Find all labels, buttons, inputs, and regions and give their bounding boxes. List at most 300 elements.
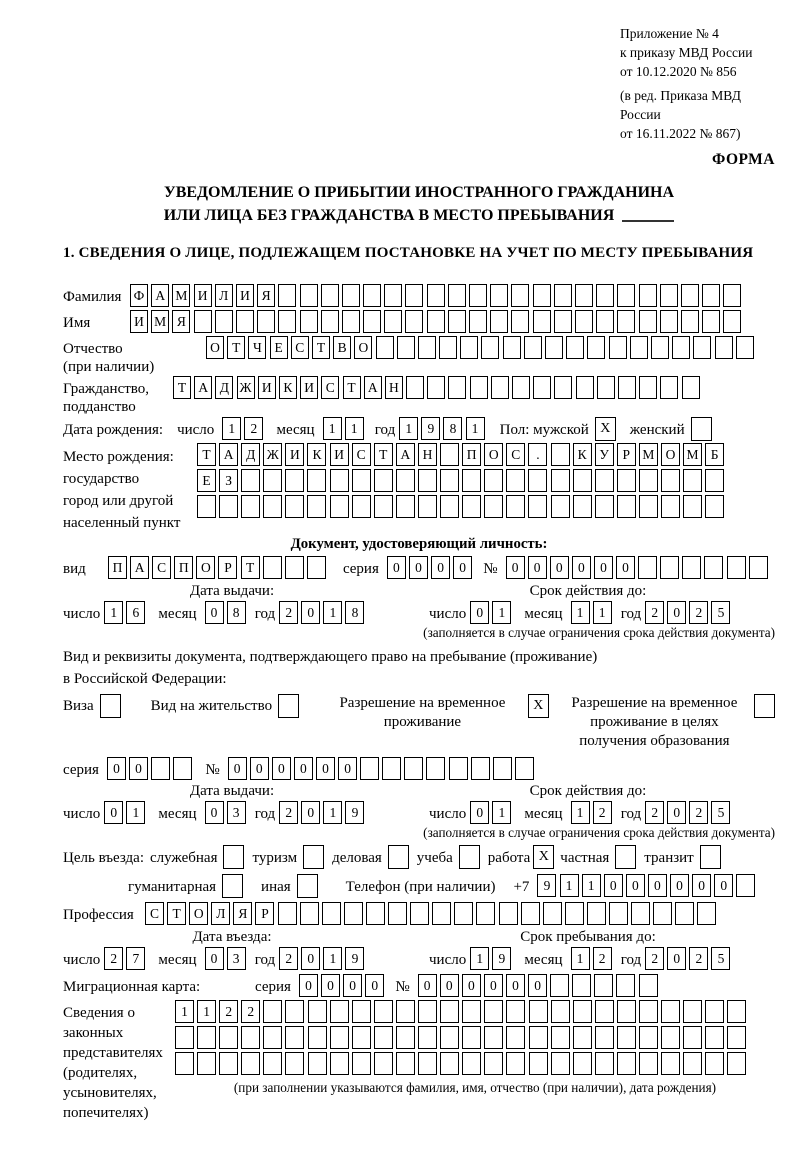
char-box[interactable]: Р: [218, 556, 237, 579]
char-box[interactable]: [352, 469, 371, 492]
char-box[interactable]: [440, 1000, 459, 1023]
char-box[interactable]: [396, 469, 415, 492]
char-box[interactable]: [705, 1026, 724, 1049]
char-box[interactable]: [330, 469, 349, 492]
char-box[interactable]: 0: [301, 801, 320, 824]
char-box[interactable]: [490, 284, 508, 307]
char-box[interactable]: 0: [626, 874, 645, 897]
char-box[interactable]: 0: [470, 601, 489, 624]
char-box[interactable]: 0: [667, 601, 686, 624]
char-box[interactable]: [241, 1026, 260, 1049]
char-box[interactable]: [705, 1052, 724, 1075]
char-box[interactable]: [572, 974, 591, 997]
char-box[interactable]: 1: [399, 417, 418, 440]
char-box[interactable]: [449, 757, 468, 780]
char-box[interactable]: [484, 1052, 503, 1075]
char-box[interactable]: 0: [453, 556, 472, 579]
purpose-humanitarian-checkbox[interactable]: [222, 874, 243, 898]
char-box[interactable]: [197, 1026, 216, 1049]
char-box[interactable]: В: [333, 336, 351, 359]
char-box[interactable]: [566, 336, 584, 359]
char-box[interactable]: [639, 1026, 658, 1049]
char-box[interactable]: [554, 310, 572, 333]
char-box[interactable]: [683, 1026, 702, 1049]
char-box[interactable]: [499, 902, 518, 925]
char-box[interactable]: 1: [345, 417, 364, 440]
char-box[interactable]: Я: [172, 310, 190, 333]
char-box[interactable]: [426, 757, 445, 780]
char-box[interactable]: 6: [126, 601, 145, 624]
char-box[interactable]: [660, 556, 679, 579]
char-box[interactable]: [470, 376, 488, 399]
char-box[interactable]: [448, 310, 466, 333]
char-box[interactable]: [219, 1026, 238, 1049]
char-box[interactable]: [396, 1026, 415, 1049]
char-box[interactable]: [462, 1052, 481, 1075]
char-box[interactable]: [521, 902, 540, 925]
purpose-transit-checkbox[interactable]: [700, 845, 721, 869]
char-box[interactable]: [484, 1000, 503, 1023]
char-box[interactable]: [617, 1000, 636, 1023]
char-box[interactable]: 2: [689, 801, 708, 824]
char-box[interactable]: [639, 376, 657, 399]
char-box[interactable]: [440, 1026, 459, 1049]
char-box[interactable]: [344, 902, 363, 925]
char-box[interactable]: [462, 469, 481, 492]
char-box[interactable]: [448, 284, 466, 307]
residence-permit-checkbox[interactable]: [278, 694, 299, 718]
char-box[interactable]: [573, 1026, 592, 1049]
temp-residence-checkbox[interactable]: X: [528, 694, 549, 718]
char-box[interactable]: 8: [443, 417, 462, 440]
char-box[interactable]: [374, 1000, 393, 1023]
char-box[interactable]: [460, 336, 478, 359]
char-box[interactable]: [493, 757, 512, 780]
char-box[interactable]: [617, 1026, 636, 1049]
char-box[interactable]: О: [206, 336, 224, 359]
char-box[interactable]: [573, 1052, 592, 1075]
char-box[interactable]: [705, 469, 724, 492]
char-box[interactable]: М: [151, 310, 169, 333]
char-box[interactable]: [595, 495, 614, 518]
char-box[interactable]: [241, 1052, 260, 1075]
char-box[interactable]: [454, 902, 473, 925]
char-box[interactable]: [639, 284, 657, 307]
char-box[interactable]: 0: [409, 556, 428, 579]
char-box[interactable]: [595, 1000, 614, 1023]
char-box[interactable]: [219, 495, 238, 518]
char-box[interactable]: К: [307, 443, 326, 466]
char-box[interactable]: 1: [560, 874, 579, 897]
char-box[interactable]: 1: [571, 801, 590, 824]
char-box[interactable]: [617, 495, 636, 518]
char-box[interactable]: 9: [345, 801, 364, 824]
char-box[interactable]: 0: [301, 947, 320, 970]
char-box[interactable]: [215, 310, 233, 333]
char-box[interactable]: [241, 469, 260, 492]
char-box[interactable]: Р: [255, 902, 274, 925]
char-box[interactable]: 0: [714, 874, 733, 897]
char-box[interactable]: 2: [241, 1000, 260, 1023]
char-box[interactable]: [596, 310, 614, 333]
char-box[interactable]: [639, 310, 657, 333]
char-box[interactable]: [506, 1026, 525, 1049]
char-box[interactable]: [551, 1000, 570, 1023]
char-box[interactable]: М: [639, 443, 658, 466]
char-box[interactable]: 0: [343, 974, 362, 997]
char-box[interactable]: Т: [312, 336, 330, 359]
char-box[interactable]: 9: [492, 947, 511, 970]
char-box[interactable]: [683, 1000, 702, 1023]
char-box[interactable]: [660, 310, 678, 333]
purpose-official-checkbox[interactable]: [223, 845, 244, 869]
char-box[interactable]: С: [291, 336, 309, 359]
char-box[interactable]: О: [189, 902, 208, 925]
char-box[interactable]: [197, 495, 216, 518]
char-box[interactable]: 1: [126, 801, 145, 824]
char-box[interactable]: 0: [418, 974, 437, 997]
char-box[interactable]: [469, 284, 487, 307]
char-box[interactable]: [406, 376, 424, 399]
char-box[interactable]: Т: [374, 443, 393, 466]
char-box[interactable]: М: [172, 284, 190, 307]
char-box[interactable]: [727, 1026, 746, 1049]
char-box[interactable]: [440, 1052, 459, 1075]
char-box[interactable]: [427, 310, 445, 333]
char-box[interactable]: [697, 902, 716, 925]
visa-checkbox[interactable]: [100, 694, 121, 718]
char-box[interactable]: [352, 1052, 371, 1075]
char-box[interactable]: Т: [241, 556, 260, 579]
char-box[interactable]: [506, 1000, 525, 1023]
char-box[interactable]: [705, 1000, 724, 1023]
char-box[interactable]: 1: [492, 601, 511, 624]
char-box[interactable]: 0: [294, 757, 313, 780]
char-box[interactable]: [587, 902, 606, 925]
char-box[interactable]: С: [145, 902, 164, 925]
char-box[interactable]: [330, 495, 349, 518]
char-box[interactable]: [683, 495, 702, 518]
char-box[interactable]: И: [300, 376, 318, 399]
char-box[interactable]: А: [194, 376, 212, 399]
char-box[interactable]: [617, 284, 635, 307]
char-box[interactable]: [418, 469, 437, 492]
char-box[interactable]: [484, 1026, 503, 1049]
char-box[interactable]: И: [236, 284, 254, 307]
char-box[interactable]: [352, 1000, 371, 1023]
char-box[interactable]: А: [364, 376, 382, 399]
char-box[interactable]: [300, 284, 318, 307]
char-box[interactable]: [595, 1026, 614, 1049]
char-box[interactable]: [551, 469, 570, 492]
char-box[interactable]: [374, 1052, 393, 1075]
char-box[interactable]: [418, 1052, 437, 1075]
char-box[interactable]: [528, 495, 547, 518]
char-box[interactable]: 2: [104, 947, 123, 970]
char-box[interactable]: [506, 1052, 525, 1075]
char-box[interactable]: [300, 902, 319, 925]
char-box[interactable]: [529, 1052, 548, 1075]
char-box[interactable]: И: [330, 443, 349, 466]
char-box[interactable]: 0: [572, 556, 591, 579]
char-box[interactable]: 0: [667, 801, 686, 824]
char-box[interactable]: 7: [126, 947, 145, 970]
char-box[interactable]: [439, 336, 457, 359]
char-box[interactable]: [533, 310, 551, 333]
purpose-other-checkbox[interactable]: [297, 874, 318, 898]
char-box[interactable]: И: [130, 310, 148, 333]
char-box[interactable]: 1: [323, 417, 342, 440]
char-box[interactable]: Т: [167, 902, 186, 925]
char-box[interactable]: 3: [227, 947, 246, 970]
char-box[interactable]: [308, 1026, 327, 1049]
char-box[interactable]: [681, 284, 699, 307]
char-box[interactable]: 1: [104, 601, 123, 624]
char-box[interactable]: [278, 902, 297, 925]
char-box[interactable]: 2: [279, 947, 298, 970]
char-box[interactable]: 8: [345, 601, 364, 624]
char-box[interactable]: 5: [711, 947, 730, 970]
female-checkbox[interactable]: [691, 417, 712, 441]
char-box[interactable]: [506, 495, 525, 518]
char-box[interactable]: [330, 1052, 349, 1075]
char-box[interactable]: И: [194, 284, 212, 307]
char-box[interactable]: [285, 469, 304, 492]
purpose-private-checkbox[interactable]: [615, 845, 636, 869]
char-box[interactable]: [595, 469, 614, 492]
char-box[interactable]: [660, 284, 678, 307]
char-box[interactable]: 1: [571, 601, 590, 624]
char-box[interactable]: [575, 284, 593, 307]
char-box[interactable]: 0: [205, 947, 224, 970]
char-box[interactable]: 0: [648, 874, 667, 897]
char-box[interactable]: 1: [323, 947, 342, 970]
char-box[interactable]: [241, 495, 260, 518]
char-box[interactable]: С: [152, 556, 171, 579]
char-box[interactable]: [397, 336, 415, 359]
char-box[interactable]: [554, 376, 572, 399]
char-box[interactable]: [491, 376, 509, 399]
char-box[interactable]: [529, 1026, 548, 1049]
char-box[interactable]: [374, 469, 393, 492]
char-box[interactable]: З: [219, 469, 238, 492]
char-box[interactable]: 1: [593, 601, 612, 624]
char-box[interactable]: 2: [219, 1000, 238, 1023]
char-box[interactable]: [511, 284, 529, 307]
char-box[interactable]: А: [151, 284, 169, 307]
char-box[interactable]: [503, 336, 521, 359]
char-box[interactable]: [512, 376, 530, 399]
char-box[interactable]: [639, 1052, 658, 1075]
char-box[interactable]: [515, 757, 534, 780]
char-box[interactable]: [307, 469, 326, 492]
char-box[interactable]: 1: [582, 874, 601, 897]
char-box[interactable]: 0: [299, 974, 318, 997]
char-box[interactable]: [427, 284, 445, 307]
char-box[interactable]: [683, 1052, 702, 1075]
char-box[interactable]: [554, 284, 572, 307]
char-box[interactable]: [506, 469, 525, 492]
char-box[interactable]: [173, 757, 192, 780]
char-box[interactable]: Т: [343, 376, 361, 399]
char-box[interactable]: Д: [241, 443, 260, 466]
char-box[interactable]: [300, 310, 318, 333]
char-box[interactable]: [440, 469, 459, 492]
char-box[interactable]: С: [321, 376, 339, 399]
char-box[interactable]: [681, 310, 699, 333]
char-box[interactable]: [550, 974, 569, 997]
char-box[interactable]: [219, 1052, 238, 1075]
char-box[interactable]: 1: [222, 417, 241, 440]
char-box[interactable]: П: [462, 443, 481, 466]
char-box[interactable]: [660, 376, 678, 399]
char-box[interactable]: [285, 556, 304, 579]
char-box[interactable]: [651, 336, 669, 359]
char-box[interactable]: [342, 284, 360, 307]
char-box[interactable]: [661, 1052, 680, 1075]
char-box[interactable]: 0: [365, 974, 384, 997]
char-box[interactable]: [418, 495, 437, 518]
char-box[interactable]: [723, 310, 741, 333]
char-box[interactable]: О: [484, 443, 503, 466]
char-box[interactable]: 0: [272, 757, 291, 780]
char-box[interactable]: 1: [492, 801, 511, 824]
char-box[interactable]: [382, 757, 401, 780]
char-box[interactable]: [529, 1000, 548, 1023]
char-box[interactable]: [321, 310, 339, 333]
char-box[interactable]: [440, 443, 459, 466]
char-box[interactable]: [263, 1026, 282, 1049]
char-box[interactable]: А: [130, 556, 149, 579]
char-box[interactable]: 0: [604, 874, 623, 897]
char-box[interactable]: [308, 1000, 327, 1023]
char-box[interactable]: [661, 495, 680, 518]
purpose-tourism-checkbox[interactable]: [303, 845, 324, 869]
char-box[interactable]: [462, 1026, 481, 1049]
char-box[interactable]: [661, 469, 680, 492]
char-box[interactable]: 2: [593, 947, 612, 970]
char-box[interactable]: [630, 336, 648, 359]
char-box[interactable]: [285, 1000, 304, 1023]
char-box[interactable]: 0: [594, 556, 613, 579]
char-box[interactable]: [374, 1026, 393, 1049]
char-box[interactable]: 0: [470, 801, 489, 824]
char-box[interactable]: 9: [345, 947, 364, 970]
char-box[interactable]: [587, 336, 605, 359]
char-box[interactable]: [551, 1052, 570, 1075]
char-box[interactable]: [682, 376, 700, 399]
char-box[interactable]: [511, 310, 529, 333]
char-box[interactable]: [702, 284, 720, 307]
char-box[interactable]: Я: [257, 284, 275, 307]
char-box[interactable]: [551, 495, 570, 518]
char-box[interactable]: Б: [705, 443, 724, 466]
char-box[interactable]: Т: [173, 376, 191, 399]
char-box[interactable]: [481, 336, 499, 359]
char-box[interactable]: 2: [689, 601, 708, 624]
char-box[interactable]: [702, 310, 720, 333]
char-box[interactable]: 0: [670, 874, 689, 897]
char-box[interactable]: [263, 1000, 282, 1023]
char-box[interactable]: [683, 469, 702, 492]
char-box[interactable]: 0: [338, 757, 357, 780]
char-box[interactable]: .: [528, 443, 547, 466]
char-box[interactable]: [285, 1026, 304, 1049]
char-box[interactable]: 1: [197, 1000, 216, 1023]
char-box[interactable]: [418, 1000, 437, 1023]
char-box[interactable]: Л: [215, 284, 233, 307]
char-box[interactable]: [573, 469, 592, 492]
char-box[interactable]: [736, 874, 755, 897]
char-box[interactable]: 1: [323, 801, 342, 824]
temp-residence-edu-checkbox[interactable]: [754, 694, 775, 718]
char-box[interactable]: 1: [571, 947, 590, 970]
char-box[interactable]: [639, 1000, 658, 1023]
char-box[interactable]: [307, 495, 326, 518]
char-box[interactable]: [595, 1052, 614, 1075]
char-box[interactable]: [661, 1000, 680, 1023]
char-box[interactable]: [573, 495, 592, 518]
char-box[interactable]: [342, 310, 360, 333]
char-box[interactable]: [639, 469, 658, 492]
char-box[interactable]: [693, 336, 711, 359]
char-box[interactable]: [661, 1026, 680, 1049]
char-box[interactable]: 0: [528, 974, 547, 997]
char-box[interactable]: [374, 495, 393, 518]
char-box[interactable]: 0: [250, 757, 269, 780]
char-box[interactable]: [639, 495, 658, 518]
char-box[interactable]: 2: [244, 417, 263, 440]
char-box[interactable]: 0: [431, 556, 450, 579]
char-box[interactable]: 0: [484, 974, 503, 997]
char-box[interactable]: [533, 284, 551, 307]
char-box[interactable]: К: [279, 376, 297, 399]
char-box[interactable]: [418, 1026, 437, 1049]
char-box[interactable]: [396, 1052, 415, 1075]
char-box[interactable]: 0: [506, 556, 525, 579]
char-box[interactable]: [575, 310, 593, 333]
char-box[interactable]: М: [683, 443, 702, 466]
char-box[interactable]: [727, 556, 746, 579]
char-box[interactable]: [236, 310, 254, 333]
char-box[interactable]: [321, 284, 339, 307]
char-box[interactable]: [528, 469, 547, 492]
char-box[interactable]: [388, 902, 407, 925]
char-box[interactable]: Т: [197, 443, 216, 466]
char-box[interactable]: П: [108, 556, 127, 579]
char-box[interactable]: 0: [462, 974, 481, 997]
char-box[interactable]: [565, 902, 584, 925]
char-box[interactable]: Т: [227, 336, 245, 359]
char-box[interactable]: [366, 902, 385, 925]
char-box[interactable]: [352, 1026, 371, 1049]
purpose-business-checkbox[interactable]: [388, 845, 409, 869]
char-box[interactable]: [524, 336, 542, 359]
char-box[interactable]: [609, 336, 627, 359]
char-box[interactable]: [617, 1052, 636, 1075]
char-box[interactable]: 0: [387, 556, 406, 579]
char-box[interactable]: 0: [550, 556, 569, 579]
char-box[interactable]: [471, 757, 490, 780]
char-box[interactable]: [469, 310, 487, 333]
char-box[interactable]: 2: [279, 601, 298, 624]
char-box[interactable]: 8: [227, 601, 246, 624]
char-box[interactable]: [330, 1000, 349, 1023]
char-box[interactable]: [330, 1026, 349, 1049]
char-box[interactable]: 2: [593, 801, 612, 824]
char-box[interactable]: [322, 902, 341, 925]
char-box[interactable]: [427, 376, 445, 399]
